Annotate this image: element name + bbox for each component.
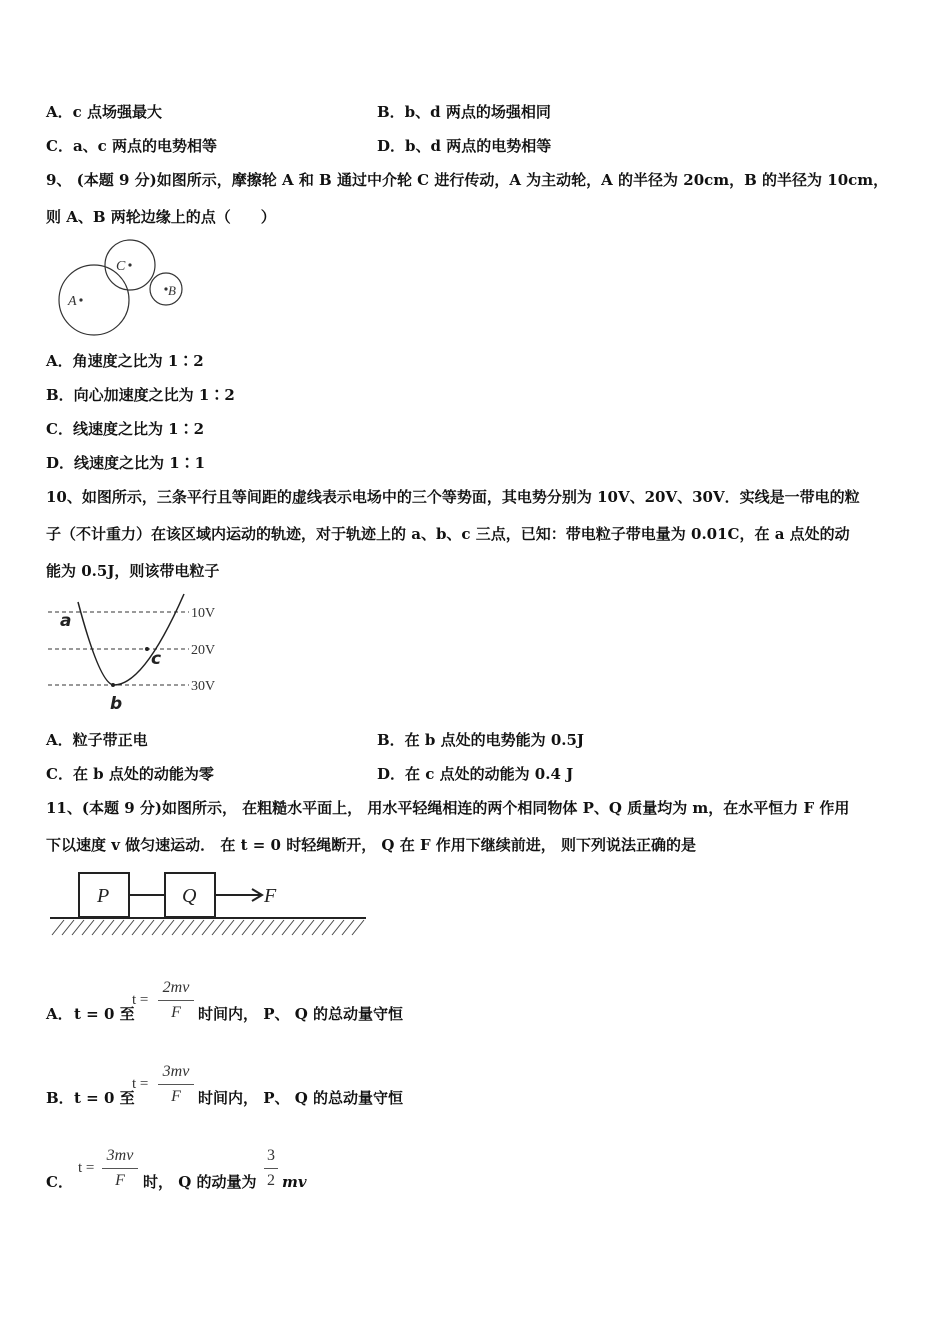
q9-gear-figure (44, 238, 186, 338)
label-10v: 10V (191, 606, 216, 621)
point-a-label: a (60, 611, 72, 631)
q9-stem-line2: 则 A、B 两轮边缘上的点（ ） (46, 208, 276, 226)
q11-stem-line2: 下以速度 v 做匀速运动． 在 t = 0 时轻绳断开， Q 在 F 作用下继续前进， 则下列说法正确的是 (46, 836, 697, 854)
fraction-denominator: F (171, 1088, 181, 1105)
fraction-lhs: t = (132, 1076, 149, 1092)
point-b-label: b (110, 694, 123, 714)
fraction-numerator: 2mv (162, 979, 190, 996)
fraction-denominator: F (115, 1172, 125, 1189)
q11-option-b-rest: 时间内， P、 Q 的总动量守恒 (198, 1089, 404, 1107)
q11-option-b-letter: B． (46, 1089, 74, 1107)
q10-field-figure (44, 592, 234, 716)
label-30v: 30V (191, 679, 216, 694)
block-q-label: Q (182, 885, 197, 907)
q11-option-a-letter: A． (46, 1005, 73, 1023)
coefficient-denominator: 2 (267, 1172, 275, 1189)
q11-option-a-fraction (132, 976, 196, 1026)
fraction-numerator: 3mv (106, 1147, 134, 1164)
q8-option-a: A．c 点场强最大 (46, 103, 162, 121)
q11-option-c-fraction (78, 1144, 142, 1194)
q11-blocks-figure (48, 868, 368, 940)
q11-option-b-start: t = 0 至 (74, 1089, 135, 1107)
wheel-a-label: A (68, 294, 77, 309)
q11-option-b-fraction (132, 1060, 196, 1110)
q11-option-a-start: t = 0 至 (74, 1005, 135, 1023)
q8-option-c: C．a、c 两点的电势相等 (46, 137, 218, 155)
coefficient-numerator: 3 (267, 1147, 275, 1164)
q11-option-c-coefficient (262, 1144, 280, 1194)
q9-option-d: D．线速度之比为 1∶1 (46, 454, 206, 472)
wheel-c-label: C (116, 259, 126, 274)
q9-option-c: C．线速度之比为 1∶2 (46, 420, 205, 438)
block-p-label: P (97, 885, 110, 907)
q11-option-a-rest: 时间内， P、 Q 的总动量守恒 (198, 1005, 404, 1023)
q8-option-b: B．b、d 两点的场强相同 (377, 103, 551, 121)
q10-option-a: A．粒子带正电 (46, 731, 148, 749)
q9-option-b: B．向心加速度之比为 1∶2 (46, 386, 235, 404)
ground-hatching (52, 920, 364, 935)
q10-option-b: B．在 b 点处的电势能为 0.5J (377, 731, 585, 749)
fraction-denominator: F (171, 1004, 181, 1021)
q11-option-c-tail: mv (282, 1173, 307, 1191)
q10-option-d: D．在 c 点处的动能为 0.4 J (377, 765, 574, 783)
wheel-b-label: B (168, 283, 176, 298)
q11-option-c-letter: C． (46, 1173, 73, 1191)
q11-stem-line1: 11、(本题 9 分)如图所示， 在粗糙水平面上， 用水平轻绳相连的两个相同物体 P、Q 质量均为 m，在水平恒力 F 作用 (46, 799, 850, 817)
label-20v: 20V (191, 643, 216, 658)
q9-stem-line1: 9、 (本题 9 分)如图所示，摩擦轮 A 和 B 通过中介轮 C 进行传动，A 为主动轮，A 的半径为 20cm，B 的半径为 10cm， (46, 171, 889, 189)
fraction-lhs: t = (78, 1160, 95, 1176)
q8-option-d: D．b、d 两点的电势相等 (377, 137, 552, 155)
fraction-numerator: 3mv (162, 1063, 190, 1080)
particle-trajectory (78, 594, 184, 685)
q10-stem-line1: 10、如图所示，三条平行且等间距的虚线表示电场中的三个等势面，其电势分别为 10V、20V、30V．实线是一带电的粒 (46, 488, 860, 506)
q10-stem-line3: 能为 0.5J，则该带电粒子 (46, 562, 220, 580)
q10-option-c: C．在 b 点处的动能为零 (46, 765, 214, 783)
point-c-label: c (151, 649, 162, 669)
q10-stem-line2: 子（不计重力）在该区域内运动的轨迹，对于轨迹上的 a、b、c 三点，已知：带电粒子带电量为 0.01C，在 a 点处的动 (46, 525, 850, 543)
q9-option-a: A．角速度之比为 1∶2 (46, 352, 204, 370)
force-label: F (264, 885, 277, 907)
q11-option-c-rest: 时， Q 的动量为 (143, 1173, 257, 1191)
fraction-lhs: t = (132, 992, 149, 1008)
